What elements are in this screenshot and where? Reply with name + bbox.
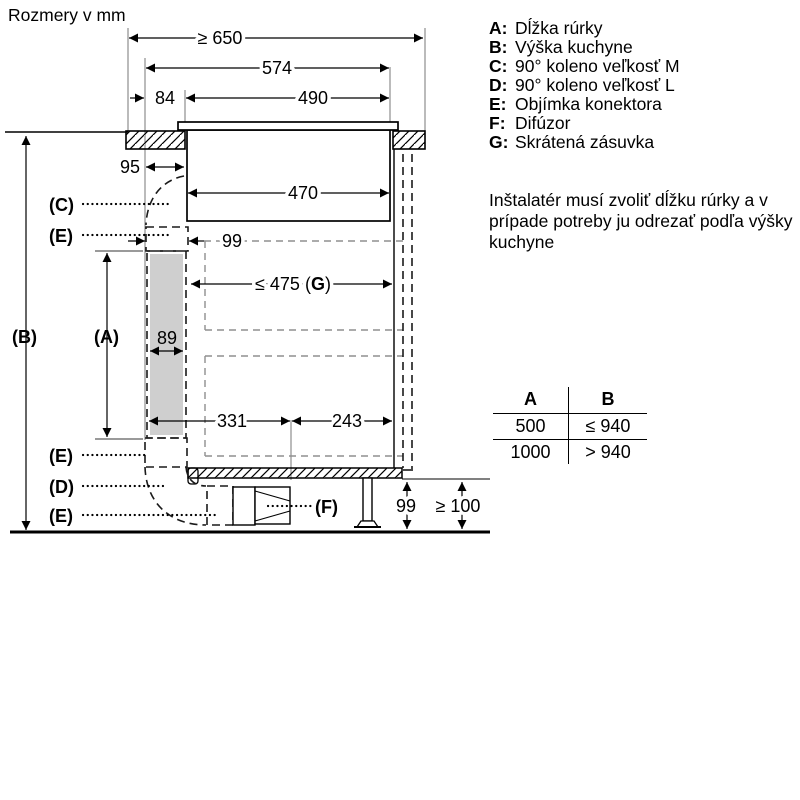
legend-item xyxy=(489,114,680,133)
col-b-header: B xyxy=(568,387,647,413)
elbow-m-curve xyxy=(146,176,184,225)
dim-plinth-min: ≥ 100 xyxy=(435,496,481,516)
legend-key: C: xyxy=(489,56,508,76)
connector-sleeve-top xyxy=(146,227,188,251)
dim-drawer: ≤ 475 (G) xyxy=(255,274,331,294)
connector-sleeve-bottom xyxy=(145,438,187,467)
label-kitchen-height: (B) xyxy=(12,327,37,347)
dim-base-left: 331 xyxy=(216,411,248,431)
label-tube-length: (A) xyxy=(94,327,119,347)
legend-item xyxy=(489,38,680,57)
worktop-right-section xyxy=(393,131,425,149)
legend-label: Skrátená zásuvka xyxy=(515,132,655,152)
legend-item xyxy=(489,57,680,76)
label-diffuser: (F) xyxy=(315,497,338,517)
legend-key: E: xyxy=(489,94,507,114)
legend-item xyxy=(489,133,680,152)
legend-label: Objímka konektora xyxy=(515,94,662,114)
legend-label: 90° koleno veľkosť L xyxy=(515,75,675,95)
table-row xyxy=(493,439,647,464)
legend-label: Dĺžka rúrky xyxy=(515,18,603,38)
dim-base-right: 243 xyxy=(331,411,363,431)
cell-b: > 940 xyxy=(568,440,647,464)
cell-a: 500 xyxy=(515,416,546,436)
dim-plinth-gap: 99 xyxy=(395,496,417,516)
legend-key: G: xyxy=(489,132,509,152)
cell-b: ≤ 940 xyxy=(568,414,647,439)
legend-key: B: xyxy=(489,37,508,57)
dim-hob-width: 470 xyxy=(287,183,319,203)
legend-key: A: xyxy=(489,18,508,38)
size-table-header xyxy=(493,387,647,413)
legend-item xyxy=(489,19,680,38)
legend-label: Výška kuchyne xyxy=(515,37,633,57)
label-elbow-m: (C) xyxy=(49,195,74,215)
col-a-header: A xyxy=(524,389,537,409)
legend-key: F: xyxy=(489,113,506,133)
dim-offset: 84 xyxy=(154,88,176,108)
dim-connector: 99 xyxy=(221,231,243,251)
dim-cutout: 490 xyxy=(297,88,329,108)
legend-item xyxy=(489,95,680,114)
worktop-left-section xyxy=(126,131,185,149)
legend-label: 90° koleno veľkosť M xyxy=(515,56,680,76)
connector-sleeve-diffuser xyxy=(207,486,233,525)
size-table xyxy=(493,387,647,464)
dim-total: 574 xyxy=(261,58,293,78)
cell-a: 1000 xyxy=(510,442,551,462)
worktop-and-hob xyxy=(126,122,425,221)
dim-duct-width: 89 xyxy=(156,328,178,348)
parts-legend xyxy=(489,19,680,152)
cabinet-leg xyxy=(363,478,372,521)
installer-note: Inštalatér musí zvoliť dĺžku rúrky a v prípade potreby ju odrezať podľa výšky kuchyne xyxy=(489,190,793,252)
label-connector-mid: (E) xyxy=(49,446,73,466)
table-row xyxy=(493,413,647,439)
label-connector-top: (E) xyxy=(49,226,73,246)
legend-label: Difúzor xyxy=(515,113,571,133)
legend-item xyxy=(489,76,680,95)
dim-duct-offset: 95 xyxy=(119,157,141,177)
label-elbow-l: (D) xyxy=(49,477,74,497)
legend-key: D: xyxy=(489,75,508,95)
dim-width-min: ≥ 650 xyxy=(197,28,243,48)
cabinet-base-panel xyxy=(188,468,402,478)
hob-body xyxy=(187,130,390,221)
hob-glass-plate xyxy=(178,122,398,130)
page-title: Rozmery v mm xyxy=(8,5,126,25)
label-connector-bottom: (E) xyxy=(49,506,73,526)
